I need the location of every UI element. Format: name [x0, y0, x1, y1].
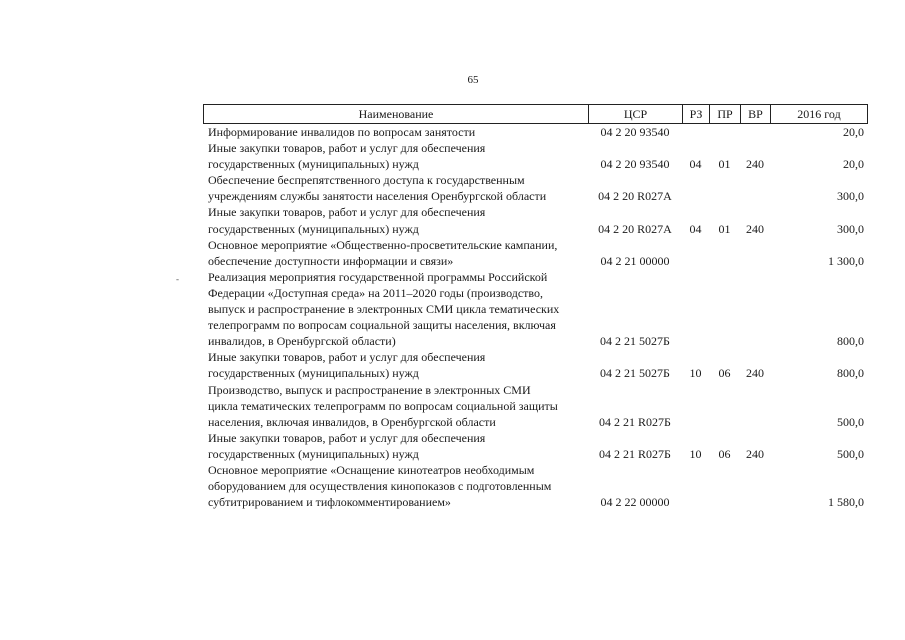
row-sum: 500,0 [837, 446, 864, 461]
row-name: Иные закупки товаров, работ и услуг для обеспечения государственных (муниципальных) нужд [208, 205, 486, 236]
table-row [203, 382, 868, 430]
row-csr: 04 2 20 R027A [598, 221, 672, 236]
row-vr: 240 [746, 157, 764, 172]
row-name: Иные закупки товаров, работ и услуг для обеспечения государственных (муниципальных) нужд [208, 430, 486, 461]
row-csr: 04 2 20 93540 [600, 125, 670, 139]
row-sum: 20,0 [843, 125, 864, 139]
row-pr: 01 [718, 157, 731, 172]
table-row [203, 462, 868, 510]
row-csr: 04 2 21 00000 [600, 253, 670, 268]
row-pr: 01 [718, 221, 731, 236]
row-csr: 04 2 20 R027A [598, 189, 672, 204]
row-rz: 10 [689, 366, 702, 381]
table-row [203, 237, 868, 269]
header-pr: ПР [710, 105, 741, 123]
header-year: 2016 год [797, 107, 841, 121]
table-row [203, 269, 868, 349]
row-sum: 1 300,0 [828, 253, 864, 268]
row-csr: 04 2 21 R027Б [599, 414, 671, 429]
row-csr: 04 2 22 00000 [600, 495, 670, 510]
row-name: Обеспечение беспрепятственного доступа к государственным учреждениям службы занятости населения Оренбургской области [208, 173, 547, 204]
row-sum: 20,0 [843, 157, 864, 172]
row-name: Основное мероприятие «Оснащение кинотеатров необходимым оборудованием для осуществления кинопоказов с подготовленным субтитрированием и тифлокомментированием» [208, 462, 552, 510]
row-rz: 10 [689, 446, 702, 461]
row-sum: 800,0 [837, 366, 864, 381]
row-name: Основное мероприятие «Общественно-просветительские кампании, обеспечение доступности информации и связи» [208, 237, 558, 268]
table-row [203, 172, 868, 204]
row-name: Иные закупки товаров, работ и услуг для обеспечения государственных (муниципальных) нужд [208, 141, 486, 172]
row-sum: 1 580,0 [828, 495, 864, 510]
table-row [203, 349, 868, 381]
row-csr: 04 2 21 5027Б [600, 366, 670, 381]
row-name: Реализация мероприятия государственной программы Российской Федерации «Доступная среда» на 2011–2020 годы (производство, выпуск и распространение в электронных СМИ цикла тематических телепрограмм по вопросам социальной защиты населения, включая инвалидов, в Оренбургской области) [208, 269, 560, 349]
header-name: Наименование [204, 105, 589, 123]
row-name: Иные закупки товаров, работ и услуг для обеспечения государственных (муниципальных) нужд [208, 350, 486, 381]
table-row [203, 140, 868, 172]
row-vr: 240 [746, 446, 764, 461]
table-row [203, 204, 868, 236]
table-row [203, 124, 868, 140]
row-pr: 06 [718, 366, 731, 381]
header-csr: ЦСР [589, 105, 683, 123]
row-vr: 240 [746, 366, 764, 381]
page-number: 65 [467, 74, 479, 86]
row-vr: 240 [746, 221, 764, 236]
stray-mark: - [176, 274, 179, 284]
header-vr: ВР [741, 105, 771, 123]
table-header [203, 104, 868, 124]
header-rz: РЗ [683, 105, 710, 123]
table-row [203, 430, 868, 462]
row-sum: 800,0 [837, 334, 864, 349]
row-sum: 300,0 [837, 189, 864, 204]
row-name: Информирование инвалидов по вопросам занятости [208, 125, 476, 139]
row-sum: 300,0 [837, 221, 864, 236]
row-csr: 04 2 21 5027Б [600, 334, 670, 349]
row-rz: 04 [689, 221, 702, 236]
row-csr: 04 2 20 93540 [600, 157, 670, 172]
row-sum: 500,0 [837, 414, 864, 429]
row-pr: 06 [718, 446, 731, 461]
row-csr: 04 2 21 R027Б [599, 446, 671, 461]
row-name: Производство, выпуск и распространение в электронных СМИ цикла тематических телепрограмм по вопросам социальной защиты населения, включая инвалидов, в Оренбургской области [208, 382, 558, 429]
table-body [203, 124, 868, 510]
row-rz: 04 [689, 157, 702, 172]
